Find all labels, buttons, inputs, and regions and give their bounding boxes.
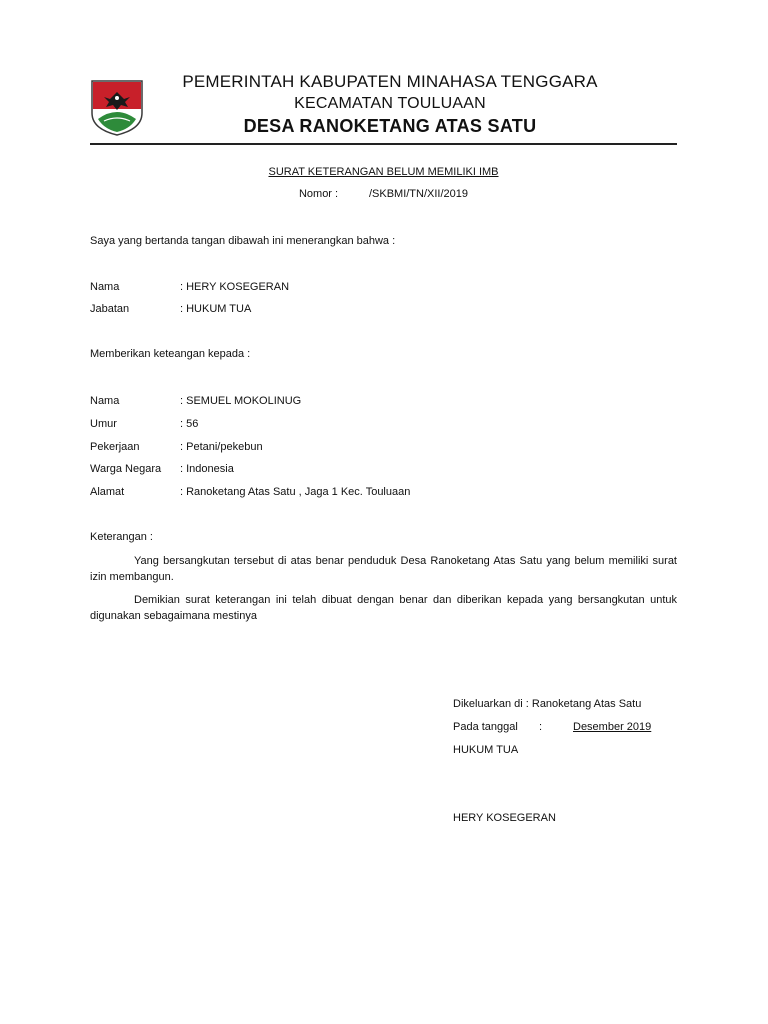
recipient-row-citizenship [90, 463, 234, 475]
letterhead-village: DESA RANOKETANG ATAS SATU [243, 116, 537, 136]
field-value: : Ranoketang Atas Satu , Jaga 1 Kec. Touluaan [180, 486, 411, 498]
letterhead-district: KECAMATAN TOULUAAN [294, 95, 486, 112]
document-number [90, 188, 677, 200]
field-value: : HUKUM TUA [180, 303, 252, 315]
date-label: Pada tanggal [453, 721, 518, 733]
field-value: : SEMUEL MOKOLINUG [180, 395, 302, 407]
official-row-name [90, 281, 289, 293]
recipient-row-address [90, 486, 410, 498]
document-title: SURAT KETERANGAN BELUM MEMILIKI IMB [268, 166, 499, 178]
document-number-label: Nomor : [298, 188, 339, 200]
field-label: Warga Negara [90, 463, 162, 475]
issued-date [453, 721, 663, 733]
date-value: Desember 2019 [573, 721, 652, 733]
notes-label: Keterangan : [90, 531, 153, 543]
field-value: : Indonesia [180, 463, 234, 475]
signatory-name: HERY KOSEGERAN [453, 812, 556, 824]
recipient-row-name [90, 395, 301, 407]
paragraph-text: Yang bersangkutan tersebut di atas benar penduduk Desa Ranoketang Atas Satu yang belum memiliki surat izin membangun. [90, 555, 677, 583]
field-value: : 56 [180, 418, 199, 430]
intro-statement: Saya yang bertanda tangan dibawah ini menerangkan bahwa : [90, 235, 396, 247]
field-label: Nama [90, 281, 120, 293]
recipient-row-occupation [90, 441, 263, 453]
recipient-intro: Memberikan keteangan kepada : [90, 348, 251, 360]
field-value: : Petani/pekebun [180, 441, 263, 453]
letterhead-government: PEMERINTAH KABUPATEN MINAHASA TENGGARA [182, 72, 598, 91]
regency-emblem-logo [90, 79, 144, 137]
signatory-position: HUKUM TUA [453, 744, 519, 756]
official-row-position [90, 303, 251, 315]
recipient-row-age [90, 418, 198, 430]
letterhead-divider [90, 143, 677, 145]
notes-paragraph-2 [90, 592, 677, 624]
document-number-value: /SKBMI/TN/XII/2019 [368, 188, 469, 200]
field-value: : HERY KOSEGERAN [180, 281, 290, 293]
field-label: Alamat [90, 486, 125, 498]
field-label: Pekerjaan [90, 441, 140, 453]
notes-paragraph-1 [90, 553, 677, 585]
field-label: Umur [90, 418, 117, 430]
field-label: Jabatan [90, 303, 130, 315]
issued-place: Dikeluarkan di : Ranoketang Atas Satu [453, 698, 642, 710]
paragraph-text: Demikian surat keterangan ini telah dibuat dengan benar dan diberikan kepada yang bersangkutan untuk digunakan sebagaimana mestinya [90, 594, 677, 622]
field-label: Nama [90, 395, 120, 407]
date-colon: : [539, 721, 543, 733]
